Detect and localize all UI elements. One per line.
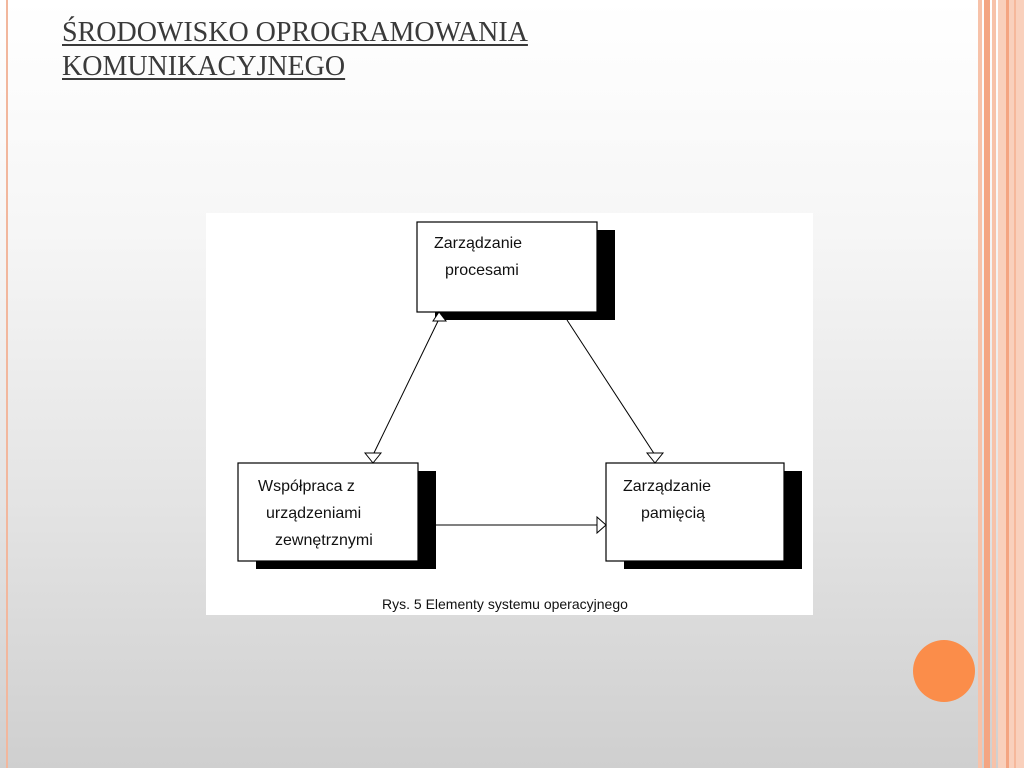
node-label: Zarządzanie <box>623 478 712 495</box>
slide-title-line1: ŚRODOWISKO OPROGRAMOWANIA <box>62 17 528 48</box>
node-label: urządzeniami <box>266 505 362 522</box>
node-label: pamięcią <box>641 505 706 522</box>
edge-devices-processes <box>365 312 446 463</box>
right-decorative-stripe <box>984 0 990 768</box>
node-label: Współpraca z <box>258 478 355 495</box>
node-device-cooperation <box>238 463 436 569</box>
arrowhead-hollow <box>647 453 663 463</box>
slide-title <box>62 16 962 84</box>
edge-line <box>567 320 655 455</box>
right-decorative-stripe <box>1006 0 1009 768</box>
arrowhead-hollow <box>597 517 606 533</box>
node-label: procesami <box>445 262 519 279</box>
figure-caption: Rys. 5 Elementy systemu operacyjnego <box>382 596 628 612</box>
right-decorative-stripe <box>1014 0 1016 768</box>
edge-line <box>373 319 439 455</box>
orange-circle-decoration <box>913 640 975 702</box>
right-decorative-stripe <box>978 0 982 768</box>
arrowhead-hollow <box>365 453 381 463</box>
node-label: Zarządzanie <box>434 235 523 252</box>
right-decorative-stripe <box>992 0 996 768</box>
right-decorative-band <box>998 0 1024 768</box>
slide-title-line2: KOMUNIKACYJNEGO <box>62 51 346 82</box>
edge-processes-memory <box>567 320 663 463</box>
os-elements-figure <box>206 213 813 615</box>
edge-devices-memory <box>436 517 606 533</box>
node-label: zewnętrznymi <box>275 532 373 549</box>
node-memory-management <box>606 463 802 569</box>
os-elements-diagram <box>206 213 813 615</box>
node-process-management <box>417 222 615 320</box>
left-decorative-rule <box>6 0 8 768</box>
